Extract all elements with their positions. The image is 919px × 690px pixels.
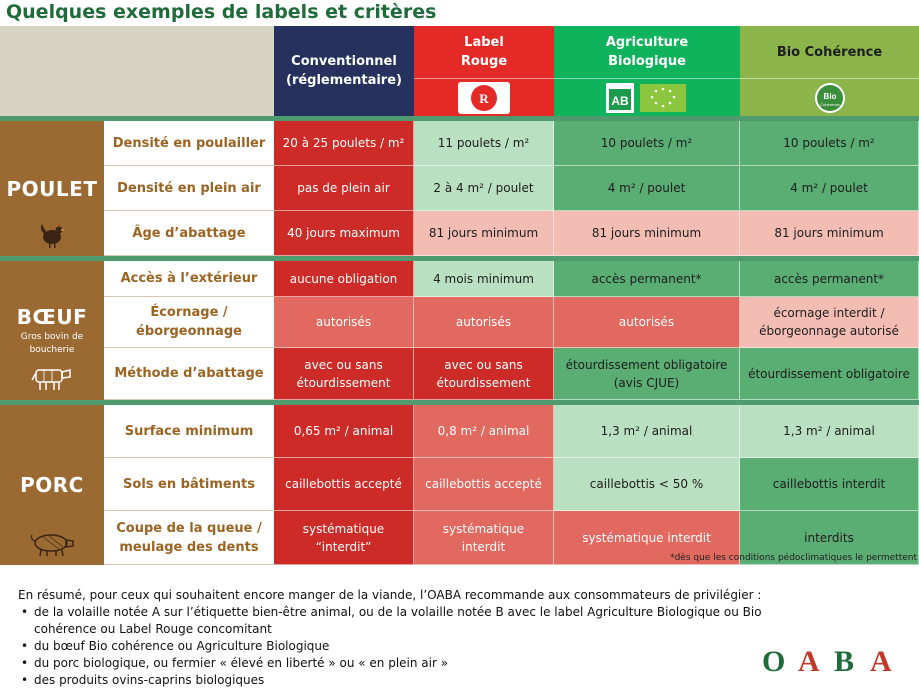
table-cell: 1,3 m² / animal — [554, 405, 740, 458]
table-cell: interdits — [740, 511, 919, 565]
criterion-label: Accès à l’extérieur — [104, 261, 274, 297]
table-cell: 81 jours minimum — [414, 211, 554, 256]
table-cell: autorisés — [274, 297, 414, 348]
comparison-table — [0, 26, 919, 555]
table-cell: systématique interdit — [554, 511, 740, 565]
svg-text:R: R — [479, 90, 489, 106]
summary-item: • du bœuf Bio cohérence ou Agriculture Biologique — [18, 638, 778, 655]
table-cell: avec ou sans étourdissement — [274, 348, 414, 400]
criterion-label: Densité en poulailler — [104, 121, 274, 166]
summary — [18, 587, 778, 689]
section-name: PORC — [20, 473, 84, 497]
section-porc — [0, 405, 104, 565]
table-cell: avec ou sans étourdissement — [414, 348, 554, 400]
oaba-letter: B — [834, 645, 855, 678]
table-cell: écornage interdit / éborgeonnage autorisé — [740, 297, 919, 348]
table-cell: aucune obligation — [274, 261, 414, 297]
table-cell: caillebottis < 50 % — [554, 458, 740, 511]
table-cell: pas de plein air — [274, 166, 414, 211]
table-cell: accès permanent* — [554, 261, 740, 297]
page-title: Quelques exemples de labels et critères — [6, 1, 437, 23]
footnote: *dès que les conditions pédoclimatiques le permettent — [670, 553, 917, 563]
table-cell: autorisés — [414, 297, 554, 348]
section-boeuf — [0, 261, 104, 400]
oaba-letter: A — [798, 645, 820, 678]
table-cell: 10 poulets / m² — [554, 121, 740, 166]
table-cell: étourdissement obligatoire — [740, 348, 919, 400]
table-cell: accès permanent* — [740, 261, 919, 297]
label-name: Label Rouge — [460, 35, 508, 69]
label-header-1 — [274, 26, 414, 116]
header-corner — [0, 26, 274, 116]
label-rouge-logo — [414, 78, 554, 116]
table-cell: 2 à 4 m² / poulet — [414, 166, 554, 211]
table-cell: 0,8 m² / animal — [414, 405, 554, 458]
table-cell: 4 mois minimum — [414, 261, 554, 297]
summary-intro: En résumé, pour ceux qui souhaitent encore manger de la viande, l’OABA recommande aux consommateurs de privilégier : — [18, 588, 762, 602]
table-cell: 4 m² / poulet — [554, 166, 740, 211]
cow-icon — [0, 362, 104, 396]
summary-item: • de la volaille notée A sur l’étiquette bien-être animal, ou de la volaille notée B avec le label Agriculture Biologique ou Bio cohérence ou Label Rouge concomitant — [18, 604, 778, 638]
section-name: POULET — [6, 176, 98, 201]
table-cell: 81 jours minimum — [740, 211, 919, 256]
table-cell: caillebottis accepté — [414, 458, 554, 511]
ab-logo — [554, 78, 740, 116]
table-cell: systématique “interdit” — [274, 511, 414, 565]
oaba-letter: A — [870, 645, 892, 678]
label-header-2 — [414, 26, 554, 116]
label-name: Conventionnel (réglementaire) — [286, 54, 402, 88]
criterion-label: Méthode d’abattage — [104, 348, 274, 400]
table-cell: 40 jours maximum — [274, 211, 414, 256]
table-cell: 4 m² / poulet — [740, 166, 919, 211]
pig-icon — [0, 529, 104, 561]
table-cell: 11 poulets / m² — [414, 121, 554, 166]
oaba-logo — [752, 640, 912, 680]
criterion-label: Surface minimum — [104, 405, 274, 458]
table-cell: systématique interdit — [414, 511, 554, 565]
section-name: BŒUF — [16, 304, 88, 329]
table-cell: caillebottis interdit — [740, 458, 919, 511]
label-name: Agriculture Biologique — [605, 35, 689, 69]
table-cell: caillebottis accepté — [274, 458, 414, 511]
table-cell: 1,3 m² / animal — [740, 405, 919, 458]
section-poulet — [0, 121, 104, 256]
chicken-icon — [0, 222, 104, 252]
table-cell: autorisés — [554, 297, 740, 348]
section-subtitle: Gros bovin de boucherie — [20, 331, 84, 355]
label-name: Bio Cohérence — [776, 44, 883, 60]
table-cell: 0,65 m² / animal — [274, 405, 414, 458]
summary-list — [18, 604, 778, 689]
label-header-4 — [740, 26, 919, 116]
criterion-label: Densité en plein air — [104, 166, 274, 211]
svg-text:AB: AB — [611, 93, 629, 108]
criterion-label: Coupe de la queue / meulage des dents — [104, 511, 274, 565]
summary-item: • du porc biologique, ou fermier « élevé en liberté » ou « en plein air » — [18, 655, 778, 672]
table-cell: 81 jours minimum — [554, 211, 740, 256]
bio-coherence-logo — [740, 78, 919, 116]
label-header-3 — [554, 26, 740, 116]
table-cell: étourdissement obligatoire (avis CJUE) — [554, 348, 740, 400]
criterion-label: Sols en bâtiments — [104, 458, 274, 511]
svg-text:Cohérence: Cohérence — [819, 101, 840, 107]
criterion-label: Écornage / éborgeonnage — [104, 297, 274, 348]
summary-item: • des produits ovins-caprins biologiques — [18, 672, 778, 689]
criterion-label: Âge d’abattage — [104, 211, 274, 256]
table-cell: 10 poulets / m² — [740, 121, 919, 166]
oaba-letter: O — [762, 645, 786, 678]
svg-text:Bio: Bio — [823, 91, 836, 101]
table-cell: 20 à 25 poulets / m² — [274, 121, 414, 166]
